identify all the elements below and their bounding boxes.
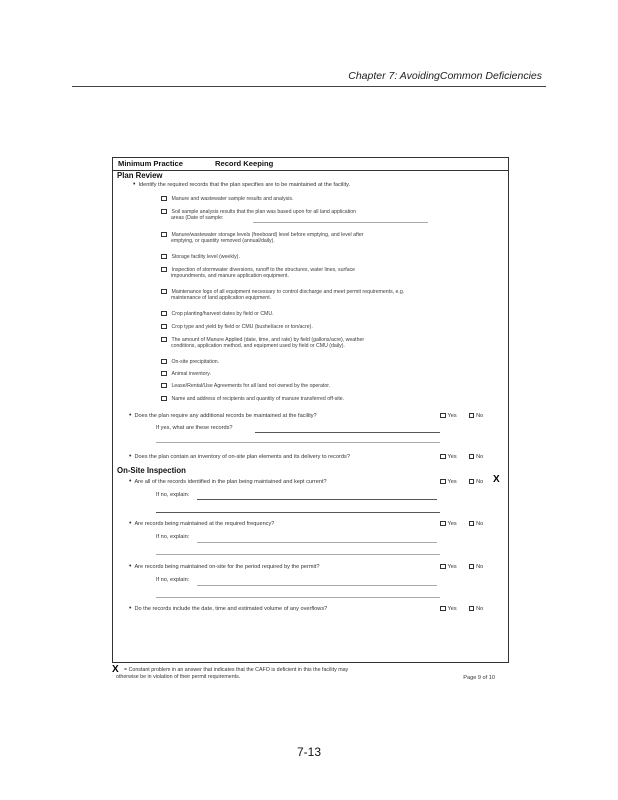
question-text: Does the plan contain an inventory of on-site plan elements and its delivery to records?	[134, 454, 350, 460]
item-text: Inspection of stormwater diversions, runoff to the structures, water lines, surface	[171, 267, 356, 274]
item-text: Maintenance logs of all equipment necessary to control discharge and meet permit requirements, e.g.	[171, 289, 405, 296]
item-text: impoundments, and manure application equipment.	[171, 273, 289, 280]
onsite-question-4: • Do the records include the date, time and estimated volume of any overflows?	[129, 605, 328, 612]
checklist-item	[161, 209, 356, 222]
yes-label: Yes	[447, 479, 457, 486]
item-text: Soil sample analysis results that the plan was based upon for all land application	[171, 209, 357, 216]
item-checkbox[interactable]	[161, 196, 167, 202]
item-checkbox[interactable]	[161, 359, 167, 365]
yes-no-group	[440, 479, 483, 485]
yes-label: Yes	[447, 521, 457, 528]
item-text: The amount of Manure Applied (date, time, and rate) by field (gallons/acre), weather	[171, 337, 365, 344]
plan-question-1-sub: If yes, what are these records?	[156, 425, 233, 431]
answer-line	[156, 512, 440, 513]
x-mark-icon: X	[493, 474, 500, 485]
yes-checkbox[interactable]	[440, 606, 446, 612]
answer-line	[156, 554, 440, 555]
plan-review-intro-text: Identify the required records that the plan specifies are to be maintained at the facility.	[138, 182, 351, 188]
yes-no-group	[440, 413, 483, 419]
yes-checkbox[interactable]	[440, 564, 446, 570]
page-number: 7-13	[296, 745, 322, 759]
form-header-topic: Record Keeping	[215, 159, 274, 168]
onsite-question-1: • Are all of the records identified in the plan being maintained and kept current?	[129, 478, 327, 485]
chapter-header: Chapter 7: AvoidingCommon Deficiencies	[348, 70, 542, 82]
yes-label: Yes	[447, 454, 457, 461]
plan-review-title: Plan Review	[117, 171, 163, 180]
item-text: Lease/Rental/Use Agreements for all land not owned by the operator.	[171, 383, 331, 390]
checklist-item	[161, 383, 330, 389]
item-checkbox[interactable]	[161, 267, 167, 273]
no-label: No	[476, 606, 484, 613]
item-text: conditions, application method, and equipment used by field or CMU (daily).	[171, 343, 345, 350]
yes-checkbox[interactable]	[440, 479, 446, 485]
yes-checkbox[interactable]	[440, 521, 446, 527]
question-text: Does the plan require any additional records be maintained at the facility?	[134, 413, 317, 419]
item-checkbox[interactable]	[161, 311, 167, 317]
checklist-item	[161, 311, 274, 317]
answer-line	[156, 442, 440, 443]
item-text: Manure/wastewater storage levels (freeboard) level before emptying, and level after	[171, 232, 364, 239]
item-text: Crop type and yield by field or CMU (bushel/acre or ton/acre).	[171, 324, 313, 331]
legend-line-1: = Constant problem in an answer that indicates that the CAFO is deficient in this the facility may	[124, 667, 349, 673]
onsite-question-2-sub: If no, explain:	[156, 534, 190, 540]
yes-label: Yes	[447, 413, 457, 420]
item-checkbox[interactable]	[161, 337, 167, 343]
date-line	[253, 222, 428, 223]
onsite-question-3-sub: If no, explain:	[156, 577, 190, 583]
legend-x-icon: X	[112, 664, 119, 675]
checklist-item	[161, 337, 364, 350]
item-text: Animal inventory.	[171, 371, 211, 378]
answer-line	[255, 432, 440, 433]
onsite-question-3: • Are records being maintained on-site for the period required by the permit?	[129, 563, 320, 570]
legend-note	[116, 667, 496, 681]
no-label: No	[476, 479, 484, 486]
question-text: Do the records include the date, time and estimated volume of any overflows?	[134, 606, 328, 612]
question-text: Are records being maintained at the required frequency?	[134, 521, 275, 527]
checklist-item	[161, 359, 219, 365]
answer-line	[197, 585, 437, 586]
checklist-item	[161, 267, 355, 280]
plan-review-intro: • Identify the required records that the plan specifies are to be maintained at the facility.	[133, 181, 351, 188]
yes-no-group	[440, 454, 483, 460]
onsite-inspection-title: On-Site Inspection	[117, 466, 186, 475]
item-text: Manure and wastewater sample results and analysis.	[171, 196, 294, 203]
answer-line	[156, 597, 440, 598]
answer-line	[197, 542, 437, 543]
yes-no-group	[440, 521, 483, 527]
yes-checkbox[interactable]	[440, 413, 446, 419]
plan-question-1: • Does the plan require any additional records be maintained at the facility?	[129, 412, 317, 419]
item-checkbox[interactable]	[161, 209, 167, 215]
checklist-item	[161, 289, 404, 302]
no-checkbox[interactable]	[469, 606, 475, 612]
checklist-item	[161, 196, 293, 202]
checklist-item	[161, 324, 313, 330]
item-checkbox[interactable]	[161, 232, 167, 238]
onsite-question-2: • Are records being maintained at the required frequency?	[129, 520, 275, 527]
yes-no-group	[440, 564, 483, 570]
checklist-item	[161, 371, 211, 377]
yes-checkbox[interactable]	[440, 454, 446, 460]
item-text: emptying, or quantity removed (annual/daily).	[171, 238, 275, 245]
yes-no-group	[440, 606, 483, 612]
form-header	[113, 158, 508, 171]
item-checkbox[interactable]	[161, 396, 167, 402]
question-text: Are all of the records identified in the plan being maintained and kept current?	[134, 479, 327, 485]
no-label: No	[476, 564, 484, 571]
no-label: No	[476, 454, 484, 461]
yes-label: Yes	[447, 606, 457, 613]
item-text: Storage facility level (weekly).	[171, 254, 240, 261]
item-checkbox[interactable]	[161, 254, 167, 260]
no-label: No	[476, 413, 484, 420]
onsite-question-1-sub: If no, explain:	[156, 492, 190, 498]
no-checkbox[interactable]	[469, 454, 475, 460]
item-text: On-site precipitation.	[171, 359, 220, 366]
no-checkbox[interactable]	[469, 564, 475, 570]
form-page-label: Page 9 of 10	[463, 675, 495, 681]
checklist-item	[161, 254, 240, 260]
no-checkbox[interactable]	[469, 413, 475, 419]
item-text: Crop planting/harvest dates by field or CMU.	[171, 311, 274, 318]
no-checkbox[interactable]	[469, 479, 475, 485]
item-checkbox[interactable]	[161, 383, 167, 389]
plan-question-2: • Does the plan contain an inventory of on-site plan elements and its delivery to records?	[129, 453, 350, 460]
yes-label: Yes	[447, 564, 457, 571]
no-checkbox[interactable]	[469, 521, 475, 527]
form-header-practice: Minimum Practice	[118, 159, 183, 168]
checklist-item	[161, 396, 344, 402]
item-checkbox[interactable]	[161, 324, 167, 330]
checklist-item	[161, 232, 364, 245]
question-text: Are records being maintained on-site for the period required by the permit?	[134, 564, 320, 570]
answer-line	[197, 499, 437, 500]
item-text: areas (Date of sample:	[171, 215, 224, 222]
item-text: maintenance of land application equipment.	[171, 295, 272, 302]
item-checkbox[interactable]	[161, 289, 167, 295]
no-label: No	[476, 521, 484, 528]
header-rule	[72, 86, 546, 87]
form-scan	[112, 157, 509, 663]
item-checkbox[interactable]	[161, 371, 167, 377]
legend-line-2: otherwise be in violation of their permit requirements.	[116, 674, 241, 680]
item-text: Name and address of recipients and quantity of manure transferred off-site.	[171, 396, 345, 403]
